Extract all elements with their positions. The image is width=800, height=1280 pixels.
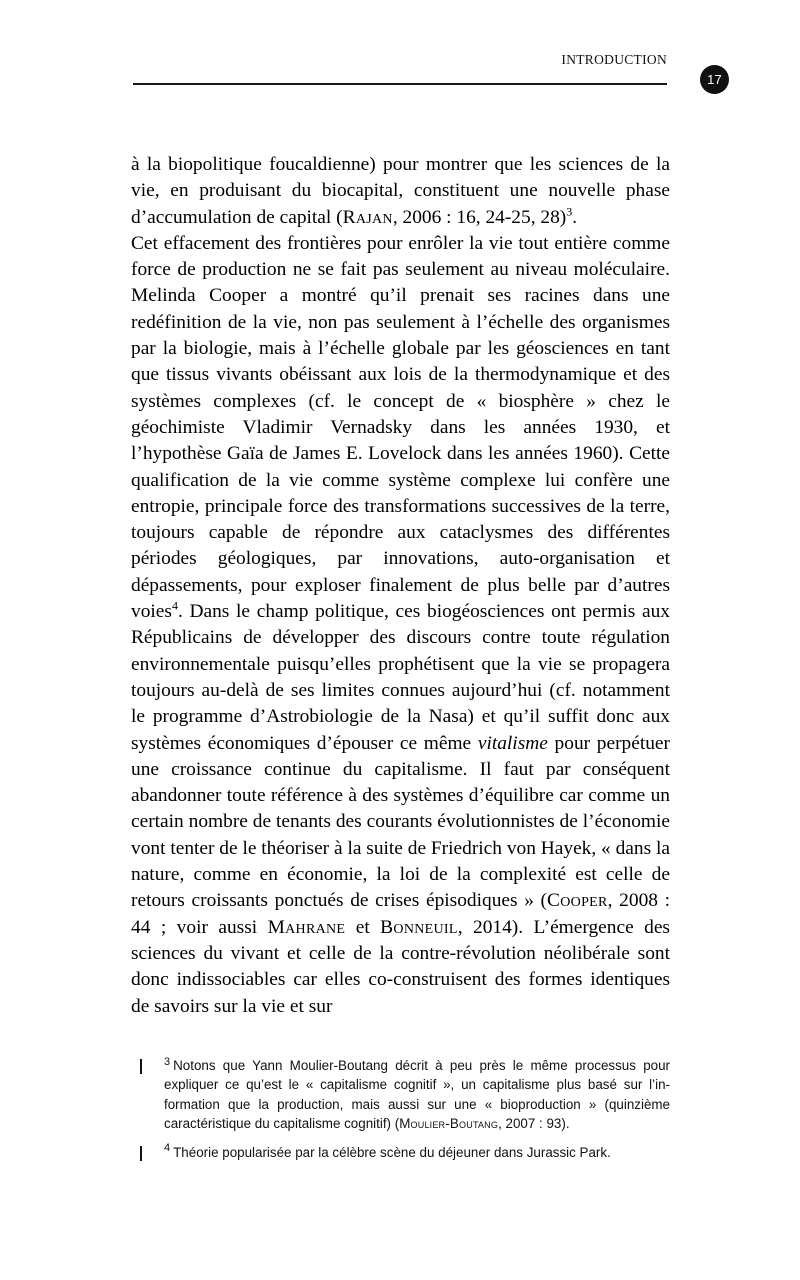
header-divider [133,83,667,85]
footnote-3-text-b: , 2007 : 93). [498,1116,570,1132]
paragraph-1-text-a: à la biopolitique foucaldienne) pour montrer que les sciences de la vie, en produisant du biocapital, constituent une nouvelle phase d’accumulation de capital ( [131,154,670,228]
paragraph-1-text-c: . [572,206,578,228]
footnote-3-citation: Moulier-Boutang [399,1116,499,1132]
paragraph-2-text-f: , 2014). L’émergence des sciences du vivant et celle de la contre-révolution néolibérale sont donc indissociables car elles co-construisent des formes identiques de savoirs sur la vie et sur [131,916,670,1017]
body-text [131,152,670,1020]
footnote-3-marker: 3 [164,1055,171,1068]
paragraph-2 [131,231,670,1020]
footnote-4-text-a: Théorie popularisée par la célèbre scène du déjeuner dans Jurassic Park. [173,1144,611,1160]
footnote-ref-3[interactable]: 3 [566,204,573,219]
paragraph-2-citation-bonneuil: Bonneuil [380,916,458,938]
paragraph-2-text-e: et [345,916,381,938]
paragraph-1 [131,152,670,231]
footnotes-section [140,1056,670,1162]
footnote-rule-icon [140,1146,142,1161]
paragraph-2-text-d: , 2008 : 44 ; voir aussi [131,890,671,938]
paragraph-2-citation-mahrane: Mahrane [267,916,346,938]
footnote-ref-4[interactable]: 4 [171,598,178,613]
paragraph-1-citation-rajan: Rajan [342,206,393,228]
running-header [133,52,667,86]
paragraph-2-text-b: . Dans le champ politique, ces biogéosciences ont permis aux Républicains de développer des discours contre toute régulation environnementale puisqu’elles prophétisent que la vie se propagera toujours au-delà de ses limites connues aujourd’hui (cf. notamment le programme d’Astrobiologie de la Nasa) et qu’il suffit donc aux systèmes économiques d’épouser ce même [131,601,670,754]
footnote-4 [140,1143,670,1162]
paragraph-2-text-a: Cet effacement des frontières pour enrôler la vie tout entière comme force de production ne se fait pas seulement au niveau moléculaire. Melinda Cooper a montré qu’il prenait ses racines dans une redéfinition de la vie, non pas seulement à l’échelle des organismes par la biologie, mais à l’échelle globale par les géosciences en tant que tissus vivants obéissant aux lois de la thermodynamique et des systèmes complexes (cf. le concept de « biosphère » chez le géochimiste Vladimir Vernadsky dans les années 1930, et l’hypothèse Gaïa de James E. Lovelock dans les années 1960). Cette qualification de la vie comme système complexe lui confère une entropie, principale force des transformations successives de la terre, toujours capable de répondre aux cataclysmes des différentes périodes géologiques, par innovations, auto-organisation et dépassements, pour exploser finalement de plus belle par d’autres voies [131,232,670,623]
footnote-3 [140,1056,670,1134]
footnote-4-marker: 4 [164,1142,171,1155]
footnote-rule-icon [140,1059,142,1074]
paragraph-2-emphasis-vitalisme: vitalisme [477,732,548,754]
paragraph-1-text-b: , 2006 : 16, 24-25, 28) [392,206,567,228]
paragraph-2-text-c: pour perpétuer une croissance continue du capitalisme. Il faut par conséquent abandonner toute référence à des systèmes d’équilibre car comme un certain nombre de tenants des courants évolutionnistes de l’économie vont tenter de le théoriser à la suite de Friedrich von Hayek, « dans la nature, comme en économie, la loi de la complexité est celle de retours croissants ponctués de crises épisodiques » ( [131,732,670,912]
footnote-3-text-a: Notons que Yann Moulier-Boutang décrit à peu près le même processus pour expliquer ce qu’est le « capitalisme cognitif », un capitalisme plus basé sur l’information que la production, mais aussi sur une « bioproduction » (quinzième caractéristique du capitalisme cognitif) ( [164,1058,670,1132]
paragraph-2-citation-cooper: Cooper [547,890,608,912]
page-number-badge: 17 [700,65,729,94]
running-head-title: INTRODUCTION [561,52,667,67]
